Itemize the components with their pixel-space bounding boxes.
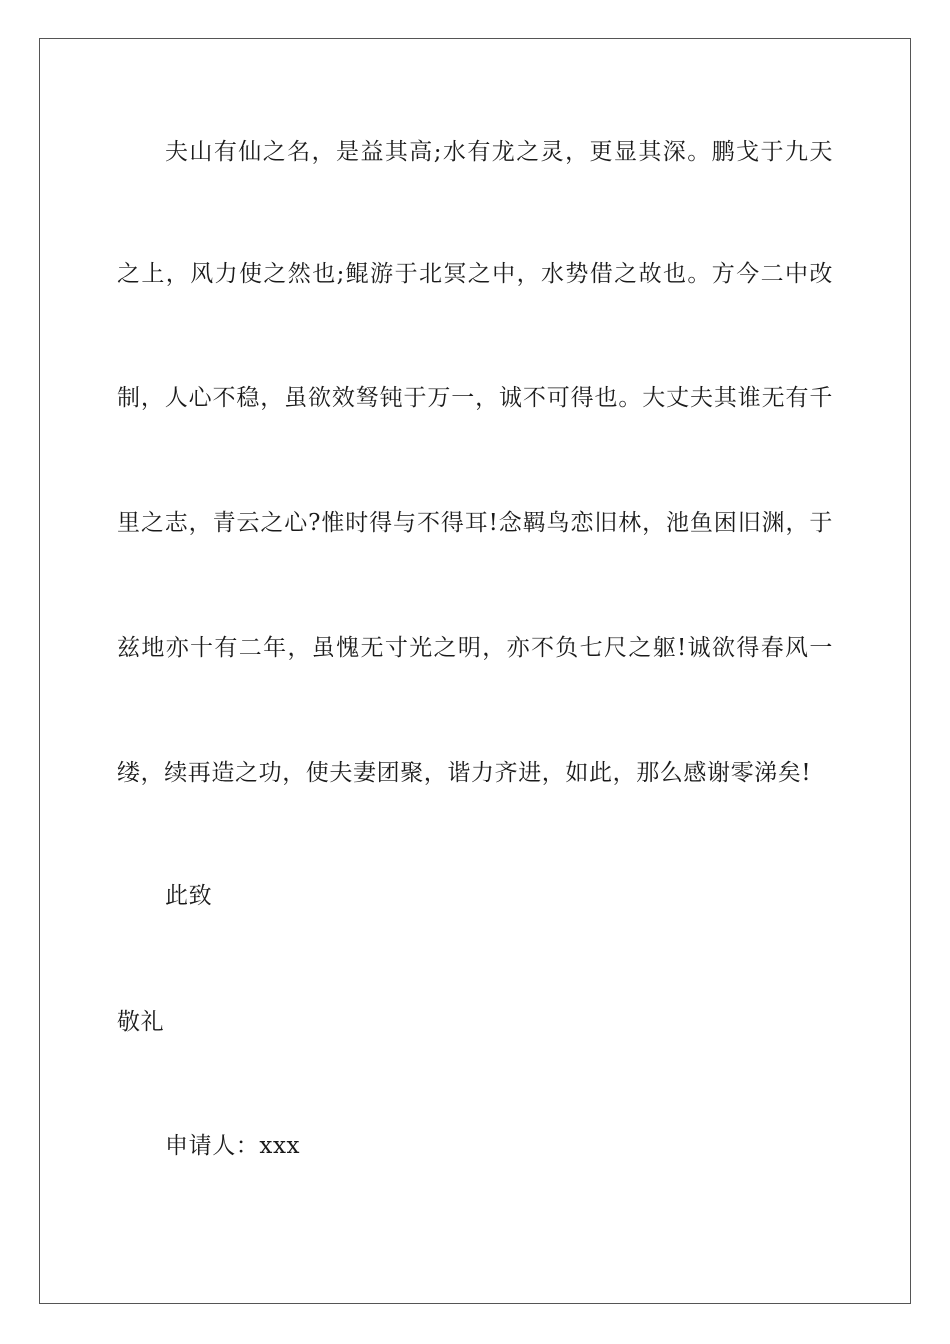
paragraph-line-2: 之上，风力使之然也;鲲游于北冥之中，水势借之故也。方今二中改: [117, 261, 833, 287]
signature-text: 申请人：xxx: [165, 1133, 301, 1159]
paragraph-line-6: 缕，续再造之功，使夫妻团聚，谐力齐进，如此，那么感谢零涕矣!: [117, 760, 812, 786]
paragraph-line-5: 兹地亦十有二年，虽愧无寸光之明，亦不负七尺之躯!诚欲得春风一: [117, 635, 833, 661]
salutation-text: 敬礼: [117, 1009, 165, 1035]
page-border: [39, 38, 911, 1304]
paragraph-line-4: 里之志，青云之心?惟时得与不得耳!念羁鸟恋旧林，池鱼困旧渊，于: [117, 510, 833, 536]
paragraph-line-3: 制，人心不稳，虽欲效驽钝于万一，诚不可得也。大丈夫其谁无有千: [117, 385, 833, 411]
closing-text: 此致: [165, 883, 213, 909]
paragraph-line-1: 夫山有仙之名，是益其高;水有龙之灵，更显其深。鹏戈于九天: [165, 139, 833, 165]
